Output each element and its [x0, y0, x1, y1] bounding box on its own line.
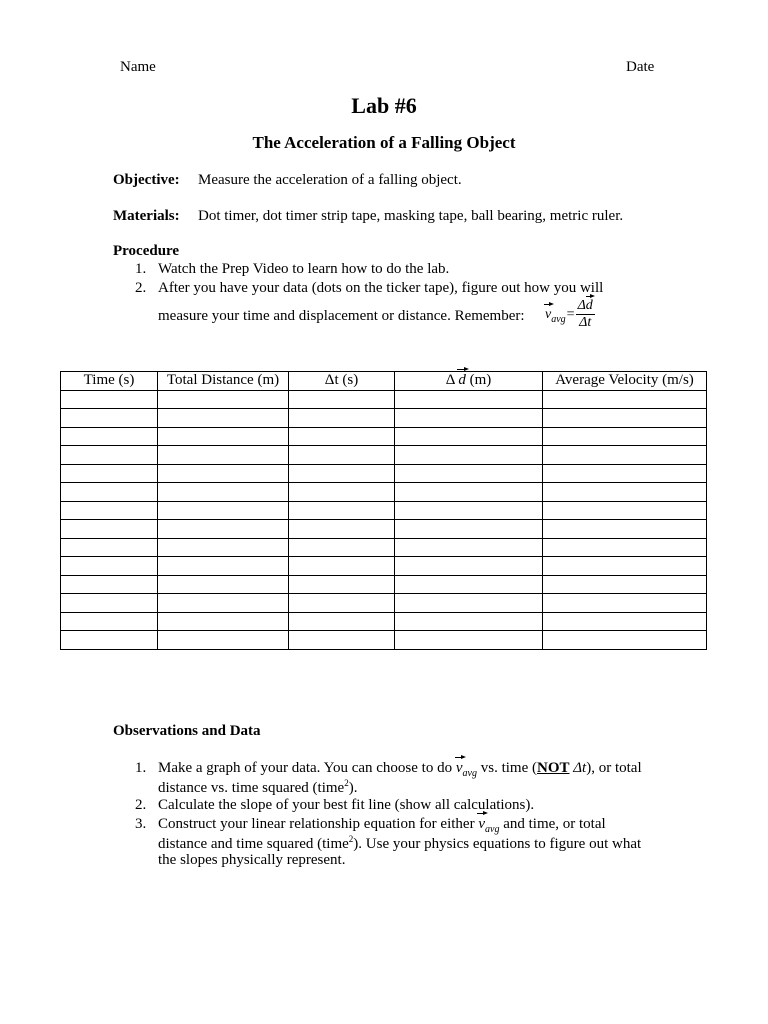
table-cell[interactable] — [158, 483, 289, 502]
table-row — [61, 427, 707, 446]
table-cell[interactable] — [289, 520, 395, 539]
table-cell[interactable] — [61, 557, 158, 576]
observation-number: 2. — [135, 797, 147, 813]
table-row — [61, 557, 707, 576]
table-cell[interactable] — [158, 520, 289, 539]
table-cell[interactable] — [289, 575, 395, 594]
objective-label: Objective: — [113, 172, 180, 188]
observation-number: 1. — [135, 760, 147, 776]
table-cell[interactable] — [543, 557, 707, 576]
table-cell[interactable] — [158, 557, 289, 576]
table-cell[interactable] — [543, 538, 707, 557]
displacement-vector-symbol: d — [458, 372, 466, 389]
observation-number: 3. — [135, 816, 147, 832]
procedure-step-number: 1. — [135, 261, 147, 277]
data-table — [60, 371, 707, 650]
name-label: Name — [120, 59, 156, 75]
table-cell[interactable] — [395, 464, 543, 483]
table-cell[interactable] — [395, 427, 543, 446]
materials-text: Dot timer, dot timer strip tape, masking tape, ball bearing, metric ruler. — [198, 208, 624, 224]
table-cell[interactable] — [158, 427, 289, 446]
observation-item-cont: distance vs. time squared (time$^2$). — [158, 778, 358, 796]
table-cell[interactable] — [395, 594, 543, 613]
table-cell[interactable] — [158, 409, 289, 428]
observation-item-cont: the slopes physically represent. — [158, 852, 346, 868]
procedure-step-text: Watch the Prep Video to learn how to do the lab. — [158, 261, 450, 277]
table-cell[interactable] — [61, 483, 158, 502]
formula-denominator: Δt — [579, 315, 592, 330]
table-cell[interactable] — [395, 446, 543, 465]
table-cell[interactable] — [395, 538, 543, 557]
table-cell[interactable] — [61, 501, 158, 520]
table-cell[interactable] — [289, 557, 395, 576]
table-row — [61, 501, 707, 520]
table-cell[interactable] — [395, 612, 543, 631]
table-cell[interactable] — [158, 594, 289, 613]
table-row — [61, 520, 707, 539]
table-cell[interactable] — [395, 501, 543, 520]
table-cell[interactable] — [158, 464, 289, 483]
table-cell[interactable] — [395, 575, 543, 594]
observation-item: Make a graph of your data. You can choose to do $v_{avg}$ vs. time (NOT Δt), or total — [158, 760, 642, 777]
column-header-delta-t: Δt (s) — [289, 372, 395, 391]
table-cell[interactable] — [395, 390, 543, 409]
page-subtitle: The Acceleration of a Falling Object — [252, 133, 516, 152]
formula-v-vector: v — [545, 307, 551, 323]
table-row — [61, 612, 707, 631]
table-cell[interactable] — [289, 409, 395, 428]
table-cell[interactable] — [61, 409, 158, 428]
table-row — [61, 446, 707, 465]
date-label: Date — [626, 59, 655, 75]
table-cell[interactable] — [289, 446, 395, 465]
table-cell[interactable] — [289, 464, 395, 483]
table-cell[interactable] — [395, 483, 543, 502]
table-cell[interactable] — [61, 612, 158, 631]
table-cell[interactable] — [543, 631, 707, 650]
table-cell[interactable] — [61, 594, 158, 613]
formula-subscript: avg — [551, 313, 566, 325]
table-cell[interactable] — [158, 612, 289, 631]
column-header-total-distance: Total Distance (m) — [158, 372, 289, 391]
table-row — [61, 483, 707, 502]
table-row — [61, 464, 707, 483]
table-cell[interactable] — [61, 520, 158, 539]
table-cell[interactable] — [543, 575, 707, 594]
objective-text: Measure the acceleration of a falling object. — [198, 172, 462, 188]
table-cell[interactable] — [61, 390, 158, 409]
procedure-step-text-cont: measure your time and displacement or distance. Remember: — [158, 308, 525, 324]
table-row — [61, 575, 707, 594]
procedure-step-number: 2. — [135, 280, 147, 296]
table-cell[interactable] — [61, 464, 158, 483]
velocity-formula — [545, 298, 595, 331]
table-cell[interactable] — [543, 501, 707, 520]
formula-equals: = — [566, 306, 575, 322]
page-title: Lab #6 — [351, 93, 417, 118]
observation-item: Construct your linear relationship equation for either $v_{avg}$ and time, or total — [158, 816, 606, 833]
table-cell[interactable] — [158, 501, 289, 520]
table-cell[interactable] — [543, 594, 707, 613]
table-cell[interactable] — [289, 501, 395, 520]
table-cell[interactable] — [543, 612, 707, 631]
table-cell[interactable] — [289, 594, 395, 613]
table-cell[interactable] — [289, 390, 395, 409]
table-cell[interactable] — [395, 631, 543, 650]
table-cell[interactable] — [543, 409, 707, 428]
column-header-displacement: Δ d (m) — [395, 372, 543, 391]
table-cell[interactable] — [395, 557, 543, 576]
column-header-average-velocity: Average Velocity (m/s) — [543, 372, 707, 391]
table-cell[interactable] — [543, 464, 707, 483]
table-row — [61, 409, 707, 428]
observation-item: Calculate the slope of your best fit line (show all calculations). — [158, 797, 535, 813]
table-cell[interactable] — [289, 427, 395, 446]
table-row — [61, 594, 707, 613]
table-cell[interactable] — [158, 538, 289, 557]
table-cell[interactable] — [61, 631, 158, 650]
table-cell[interactable] — [289, 538, 395, 557]
table-cell[interactable] — [289, 631, 395, 650]
table-cell[interactable] — [543, 483, 707, 502]
table-cell[interactable] — [543, 520, 707, 539]
materials-label: Materials: — [113, 208, 180, 224]
table-cell[interactable] — [395, 409, 543, 428]
table-cell[interactable] — [158, 446, 289, 465]
observations-heading: Observations and Data — [113, 723, 261, 739]
table-cell[interactable] — [543, 446, 707, 465]
table-cell[interactable] — [158, 575, 289, 594]
formula-fraction — [576, 298, 595, 331]
table-cell[interactable] — [289, 483, 395, 502]
procedure-step-text: After you have your data (dots on the ticker tape), figure out how you will — [158, 280, 604, 296]
procedure-heading: Procedure — [113, 243, 180, 259]
table-cell[interactable] — [289, 612, 395, 631]
column-header-time: Time (s) — [61, 372, 158, 391]
formula-numerator: Δd — [576, 298, 595, 315]
table-row — [61, 538, 707, 557]
table-cell[interactable] — [61, 538, 158, 557]
table-row — [61, 631, 707, 650]
table-cell[interactable] — [61, 575, 158, 594]
table-cell[interactable] — [61, 446, 158, 465]
table-cell[interactable] — [61, 427, 158, 446]
table-cell[interactable] — [158, 631, 289, 650]
table-cell[interactable] — [543, 390, 707, 409]
observation-item-cont: distance and time squared (time$^2$). Use your physics equations to figure out what — [158, 834, 642, 852]
table-header-row — [61, 372, 707, 391]
table-row — [61, 390, 707, 409]
table-cell[interactable] — [158, 390, 289, 409]
table-cell[interactable] — [543, 427, 707, 446]
table-cell[interactable] — [395, 520, 543, 539]
